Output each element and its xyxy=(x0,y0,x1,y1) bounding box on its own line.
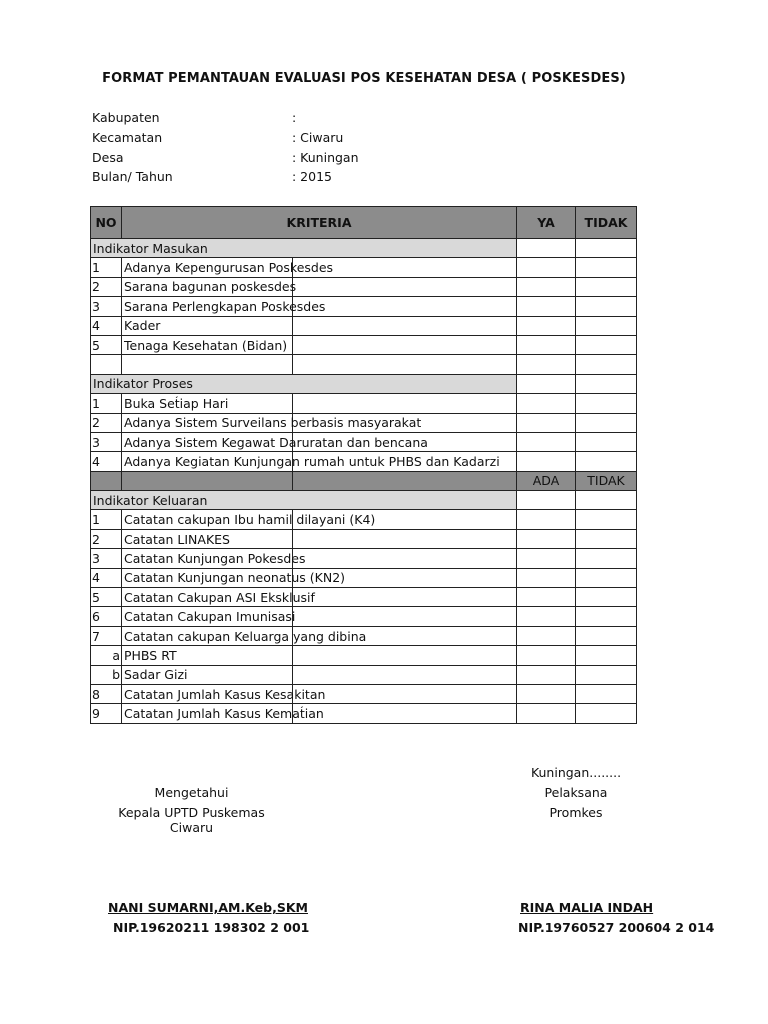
ya-cell[interactable] xyxy=(517,297,576,316)
empty-cell xyxy=(122,355,293,374)
ada-cell[interactable] xyxy=(517,588,576,607)
table-row xyxy=(91,684,637,703)
criterion-text: Catatan cakupan Ibu hamil dilayani (K4) xyxy=(122,510,293,529)
table-row xyxy=(91,646,637,665)
signer-left-name: NANI SUMARNI,AM.Keb,SKM xyxy=(108,900,308,915)
table-row xyxy=(91,452,637,471)
tidak-cell[interactable] xyxy=(576,491,637,510)
table-row xyxy=(91,335,637,354)
subheader-cell xyxy=(293,471,517,490)
criterion-extra xyxy=(293,297,517,316)
criterion-extra xyxy=(293,704,517,723)
table-row xyxy=(91,549,637,568)
tidak-cell[interactable] xyxy=(576,452,637,471)
header-kriteria: KRITERIA xyxy=(122,207,517,239)
section-label: Indikator Masukan xyxy=(91,239,517,258)
row-number: 1 xyxy=(91,510,122,529)
ya-cell[interactable] xyxy=(517,239,576,258)
criterion-text: Catatan cakupan Keluarga yang dibina xyxy=(122,626,293,645)
row-number: 2 xyxy=(91,413,122,432)
tidak-cell[interactable] xyxy=(576,277,637,296)
section-label: Indikator Proses xyxy=(91,374,517,393)
info-label: Desa xyxy=(92,149,124,165)
tidak-cell[interactable] xyxy=(576,704,637,723)
sign-right-place: Kuningan........ xyxy=(530,765,622,780)
table-row xyxy=(91,432,637,451)
info-value: : xyxy=(292,110,297,125)
info-value: : Ciwaru xyxy=(292,129,344,145)
signer-right-name: RINA MALIA INDAH xyxy=(520,900,654,915)
row-number: 1 xyxy=(91,394,122,413)
signature-right-heading xyxy=(490,765,662,824)
tidak-cell[interactable] xyxy=(576,607,637,626)
table-row xyxy=(91,316,637,335)
tidak-cell[interactable] xyxy=(576,239,637,258)
empty-cell xyxy=(293,355,517,374)
sign-left-line2: Kepala UPTD Puskemas Ciwaru xyxy=(118,804,265,835)
section-label: Indikator Keluaran xyxy=(91,491,517,510)
table-header-row xyxy=(91,207,637,239)
row-number: 3 xyxy=(91,297,122,316)
criterion-text: Catatan Kunjungan Pokesdes xyxy=(122,549,293,568)
subheader-ada: ADA xyxy=(517,471,576,490)
criterion-text: Catatan Cakupan Imunisasi xyxy=(122,607,293,626)
info-row-kecamatan xyxy=(92,130,359,150)
row-number: 7 xyxy=(91,626,122,645)
criterion-text: Catatan Cakupan ASI Eksklusif xyxy=(122,588,293,607)
table-row xyxy=(91,607,637,626)
tidak-cell[interactable] xyxy=(576,626,637,645)
criterion-text: Catatan LINAKES xyxy=(122,529,293,548)
ya-cell[interactable] xyxy=(517,258,576,277)
criterion-text: Adanya Sistem Kegawat Daruratan dan bencana xyxy=(122,432,293,451)
criterion-text: Buka Set́iap Hari xyxy=(122,394,293,413)
ya-cell[interactable] xyxy=(517,394,576,413)
row-number: 4 xyxy=(91,568,122,587)
table-row xyxy=(91,394,637,413)
subheader-cell xyxy=(122,471,293,490)
tidak-cell[interactable] xyxy=(576,588,637,607)
tidak-cell[interactable] xyxy=(576,394,637,413)
row-number: 3 xyxy=(91,432,122,451)
row-number: 4 xyxy=(91,316,122,335)
tidak-cell[interactable] xyxy=(576,355,637,374)
info-block xyxy=(92,110,359,189)
ada-cell[interactable] xyxy=(517,607,576,626)
subheader-tidak: TIDAK xyxy=(576,471,637,490)
criterion-extra xyxy=(293,529,517,548)
tidak-cell[interactable] xyxy=(576,297,637,316)
header-no: NO xyxy=(91,207,122,239)
criterion-extra xyxy=(293,394,517,413)
info-label: Bulan/ Tahun xyxy=(92,169,173,185)
criterion-text: Sadar Gizi xyxy=(122,665,293,684)
row-number: 9 xyxy=(91,704,122,723)
ada-cell[interactable] xyxy=(517,491,576,510)
table-row xyxy=(91,626,637,645)
criterion-text: Sarana Perlengkapan Poskesdes xyxy=(122,297,293,316)
tidak-cell[interactable] xyxy=(576,568,637,587)
header-tidak: TIDAK xyxy=(576,207,637,239)
info-row-kabupaten xyxy=(92,110,359,130)
header-ya: YA xyxy=(517,207,576,239)
row-number: 3 xyxy=(91,549,122,568)
tidak-cell[interactable] xyxy=(576,510,637,529)
signature-left-heading xyxy=(100,785,283,835)
ya-cell[interactable] xyxy=(517,413,576,432)
ada-cell[interactable] xyxy=(517,684,576,703)
criterion-extra xyxy=(293,335,517,354)
criterion-text: Catatan Jumlah Kasus Kemat́ian xyxy=(122,704,293,723)
ada-cell[interactable] xyxy=(517,704,576,723)
tidak-cell[interactable] xyxy=(576,665,637,684)
tidak-cell[interactable] xyxy=(576,549,637,568)
empty-row xyxy=(91,355,637,374)
row-number: 2 xyxy=(91,277,122,296)
criterion-text: Catatan Kunjungan neonatus (KN2) xyxy=(122,568,293,587)
signer-right-nip: NIP.19760527 200604 2 014 xyxy=(518,920,715,935)
criterion-extra xyxy=(293,277,517,296)
criterion-text: PHBS RT xyxy=(122,646,293,665)
section-row-proses xyxy=(91,374,637,393)
criterion-extra xyxy=(293,316,517,335)
table-row xyxy=(91,704,637,723)
criterion-text: Catatan Jumlah Kasus Kesakitan xyxy=(122,684,293,703)
evaluation-table xyxy=(90,206,637,724)
info-value: : 2015 xyxy=(292,169,332,185)
ya-cell[interactable] xyxy=(517,452,576,471)
ada-cell[interactable] xyxy=(517,626,576,645)
tidak-cell[interactable] xyxy=(576,335,637,354)
section-row-keluaran xyxy=(91,491,637,510)
section-row-masukan xyxy=(91,239,637,258)
table-row xyxy=(91,568,637,587)
page-title: FORMAT PEMANTAUAN EVALUASI POS KESEHATAN DESA ( POSKESDES) xyxy=(102,71,626,86)
row-letter: a xyxy=(91,646,122,665)
criterion-text: Kader xyxy=(122,316,293,335)
info-row-desa xyxy=(92,150,359,170)
tidak-cell[interactable] xyxy=(576,646,637,665)
criterion-text: Sarana bagunan poskesdes xyxy=(122,277,293,296)
tidak-cell[interactable] xyxy=(576,684,637,703)
ya-cell[interactable] xyxy=(517,277,576,296)
table-row xyxy=(91,529,637,548)
table-row xyxy=(91,413,637,432)
tidak-cell[interactable] xyxy=(576,258,637,277)
row-number: 5 xyxy=(91,588,122,607)
ya-cell[interactable] xyxy=(517,374,576,393)
ada-cell[interactable] xyxy=(517,568,576,587)
criterion-text: Adanya Kepengurusan Poskesdes xyxy=(122,258,293,277)
criterion-text: Adanya Sistem Surveilans berbasis masyarakat xyxy=(122,413,293,432)
ada-cell[interactable] xyxy=(517,665,576,684)
tidak-cell[interactable] xyxy=(576,316,637,335)
ada-cell[interactable] xyxy=(517,646,576,665)
ada-cell[interactable] xyxy=(517,549,576,568)
table-row xyxy=(91,665,637,684)
tidak-cell[interactable] xyxy=(576,432,637,451)
subheader-row xyxy=(91,471,637,490)
table-row xyxy=(91,258,637,277)
table-row xyxy=(91,277,637,296)
sign-left-line1: Mengetahui xyxy=(154,785,229,800)
signer-left-nip: NIP.19620211 198302 2 001 xyxy=(113,920,310,935)
row-number: 2 xyxy=(91,529,122,548)
info-value: : Kuningan xyxy=(292,149,359,165)
tidak-cell[interactable] xyxy=(576,529,637,548)
row-number: 5 xyxy=(91,335,122,354)
tidak-cell[interactable] xyxy=(576,413,637,432)
criterion-text: Adanya Kegiatan Kunjungan rumah untuk PHBS dan Kadarzi xyxy=(122,452,293,471)
criterion-extra xyxy=(293,588,517,607)
info-label: Kabupaten xyxy=(92,110,160,125)
sign-right-line2: Promkes xyxy=(549,804,603,820)
row-letter: b xyxy=(91,665,122,684)
ada-cell[interactable] xyxy=(517,529,576,548)
criterion-extra xyxy=(293,646,517,665)
sign-right-line1: Pelaksana xyxy=(544,784,608,800)
ya-cell[interactable] xyxy=(517,316,576,335)
criterion-extra xyxy=(293,684,517,703)
ya-cell[interactable] xyxy=(517,335,576,354)
criterion-extra xyxy=(293,665,517,684)
row-number: 6 xyxy=(91,607,122,626)
criterion-extra xyxy=(293,549,517,568)
info-row-bulan-tahun xyxy=(92,169,359,189)
subheader-cell xyxy=(91,471,122,490)
table-row xyxy=(91,588,637,607)
row-number: 4 xyxy=(91,452,122,471)
info-label: Kecamatan xyxy=(92,129,163,145)
ya-cell[interactable] xyxy=(517,432,576,451)
table-row xyxy=(91,510,637,529)
tidak-cell[interactable] xyxy=(576,374,637,393)
empty-cell xyxy=(91,355,122,374)
row-number: 1 xyxy=(91,258,122,277)
criterion-extra xyxy=(293,607,517,626)
row-number: 8 xyxy=(91,684,122,703)
ya-cell[interactable] xyxy=(517,355,576,374)
ada-cell[interactable] xyxy=(517,510,576,529)
criterion-text: Tenaga Kesehatan (Bidan) xyxy=(122,335,293,354)
table-row xyxy=(91,297,637,316)
